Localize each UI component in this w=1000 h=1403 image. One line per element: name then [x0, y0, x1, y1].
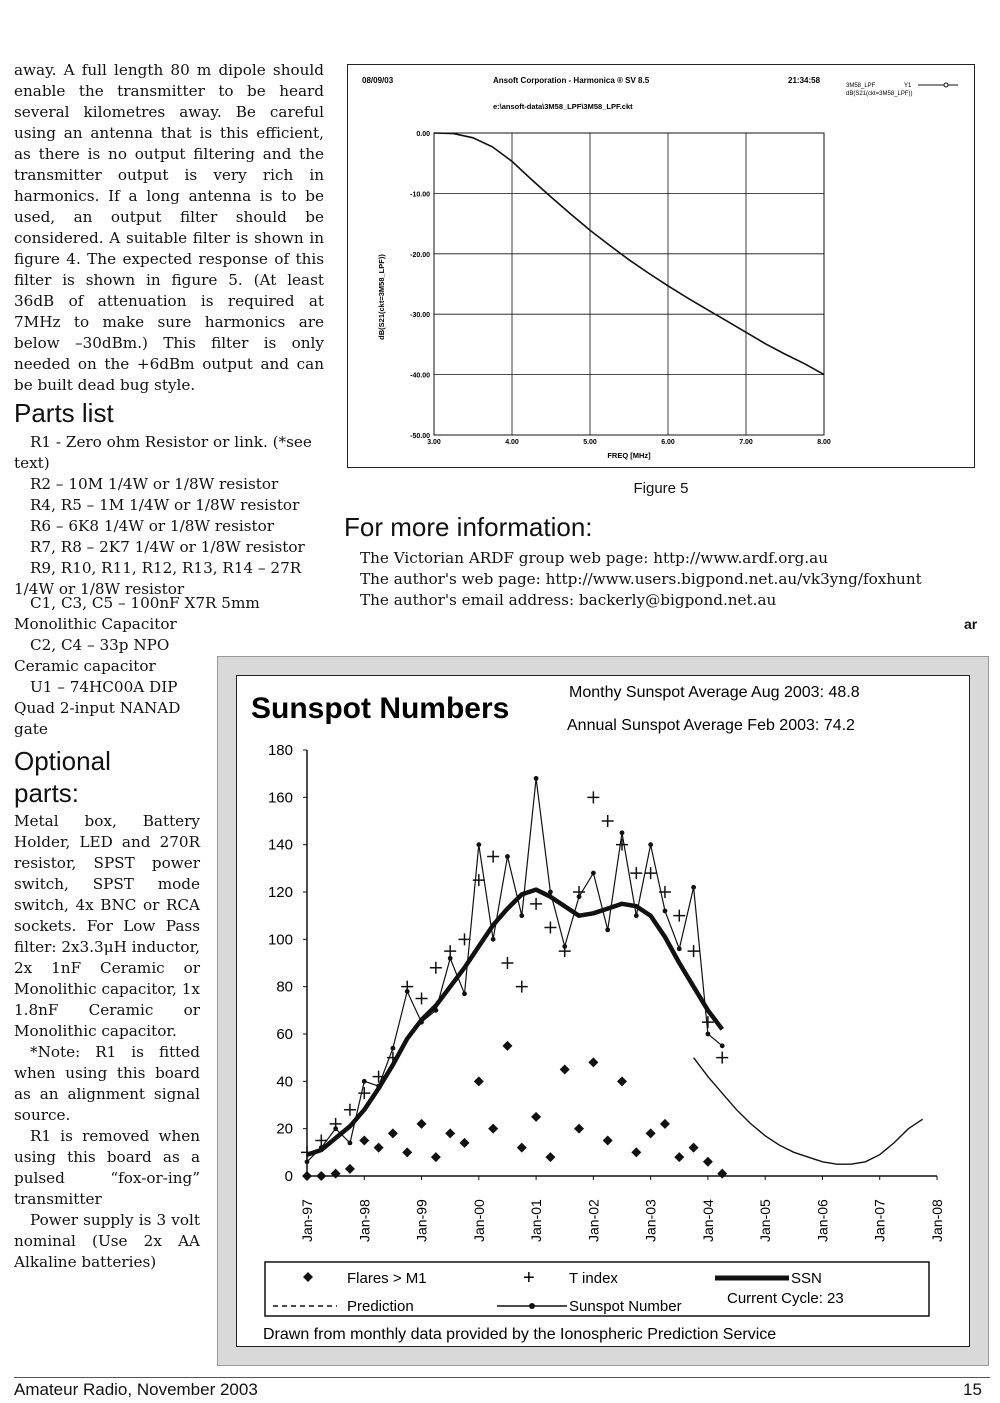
sun-x-tick: Jan-00 [470, 1199, 487, 1242]
fig5-legend-expr: dB(S21(ckt=3M58_LPF)) [846, 91, 913, 97]
sun-tindex-point [673, 910, 685, 922]
sun-flare-point [703, 1157, 713, 1167]
sun-tindex-point [716, 1052, 728, 1064]
fig5-header: Ansoft Corporation - Harmonica ® SV 8.5 [493, 76, 650, 85]
sun-flare-point [460, 1138, 470, 1148]
parts-item: R2 – 10M 1/4W or 1/8W resistor [30, 475, 279, 493]
legend-tindex-marker: + [523, 1267, 535, 1289]
sun-tindex-point [602, 815, 614, 827]
legend-tindex-label: T index [569, 1270, 618, 1287]
sun-flare-point [574, 1124, 584, 1134]
sun-x-tick: Jan-02 [585, 1199, 602, 1242]
sun-tindex-point [659, 886, 671, 898]
parts-item: R9, R10, R11, R12, R13, R14 – 27R 1/4W or 1/8W resistor [14, 559, 302, 598]
sun-x-tick: Jan-07 [871, 1199, 888, 1242]
sunspot-annual-average: Annual Sunspot Average Feb 2003: 74.2 [567, 717, 855, 734]
sun-flare-point [588, 1057, 598, 1067]
sun-flare-point [603, 1136, 613, 1146]
sun-flare-point [402, 1147, 412, 1157]
sunspot-title: Sunspot Numbers [251, 692, 510, 725]
sun-x-tick: Jan-04 [699, 1199, 716, 1242]
fig5-time: 21:34:58 [788, 76, 821, 85]
sunspot-source-note: Drawn from monthly data provided by the Ionospheric Prediction Service [263, 1326, 777, 1343]
sun-sunspot-number-point [706, 1032, 711, 1037]
sun-tindex-point [344, 1104, 356, 1116]
sun-tindex-point [416, 993, 428, 1005]
sun-tindex-point [616, 839, 628, 851]
parts-list-cont [14, 593, 324, 635]
sun-tindex-point [301, 1146, 313, 1158]
sun-flare-point [431, 1152, 441, 1162]
sun-flare-point [545, 1152, 555, 1162]
sun-prediction-line [694, 1058, 923, 1165]
end-mark: ar [964, 616, 978, 632]
sun-y-tick: 20 [276, 1120, 293, 1138]
sun-flare-point [502, 1041, 512, 1051]
left-column [14, 60, 324, 600]
sun-tindex-point [487, 851, 499, 863]
legend-sunspot-label: Sunspot Number [569, 1298, 682, 1315]
note-r1-fitted: *Note: R1 is fitted when using this board as an alignment signal source. [14, 1043, 200, 1124]
sun-sunspot-number-point [605, 927, 610, 932]
fig5-plot-area [410, 131, 831, 446]
sun-flare-point [302, 1171, 312, 1181]
fig5-plot-border [434, 133, 824, 435]
figure-5-chart [348, 65, 974, 467]
link-ardf[interactable]: The Victorian ARDF group web page: http://www.ardf.org.au [360, 549, 829, 567]
sun-tindex-point [688, 945, 700, 957]
sun-x-tick: Jan-01 [528, 1199, 545, 1242]
fig5-ylabel: dB(S21(ckt=3M58_LPF)) [377, 254, 386, 340]
parts-item: C1, C3, C5 – 100nF X7R 5mm Monolithic Capacitor [14, 594, 260, 633]
legend-sunspot-marker [529, 1303, 535, 1309]
sun-tindex-point [501, 957, 513, 969]
sun-sunspot-number-point [648, 842, 653, 847]
parts-item: C2, C4 – 33p NPO Ceramic capacitor [14, 636, 170, 675]
sun-flare-point [445, 1128, 455, 1138]
optional-section [14, 745, 200, 1273]
sun-flare-point [488, 1124, 498, 1134]
fig5-x-tick: 3.00 [427, 439, 441, 446]
sun-flare-point [316, 1171, 326, 1181]
sunspot-frame [217, 656, 989, 1366]
sun-flare-point [717, 1169, 727, 1179]
legend-ssn-label: SSN [791, 1270, 822, 1287]
more-info-heading: For more information: [344, 512, 593, 542]
sun-flare-point [560, 1065, 570, 1075]
sun-x-tick: Jan-03 [642, 1199, 659, 1242]
sun-tindex-point [630, 867, 642, 879]
sun-y-tick: 40 [276, 1073, 293, 1091]
parts-item: R4, R5 – 1M 1/4W or 1/8W resistor [30, 496, 300, 514]
legend-flares-label: Flares > M1 [347, 1270, 427, 1287]
legend-current-cycle: Current Cycle: 23 [727, 1290, 844, 1307]
parts-list-narrow [14, 635, 200, 740]
sun-y-tick: 180 [267, 742, 293, 759]
fig5-legend-axis: Y1 [904, 83, 912, 89]
fig5-x-tick: 7.00 [739, 439, 753, 446]
parts-item: U1 – 74HC00A DIP Quad 2-input NANAD gate [14, 678, 181, 738]
sun-sunspot-number-point [620, 830, 625, 835]
sun-ssn-line [307, 890, 722, 1155]
sun-tindex-point [430, 962, 442, 974]
sun-tindex-point [544, 922, 556, 934]
fig5-x-tick: 5.00 [583, 439, 597, 446]
parts-item: R7, R8 – 2K7 1/4W or 1/8W resistor [30, 538, 305, 556]
sun-flare-point [631, 1147, 641, 1157]
optional-text: Metal box, Battery Holder, LED and 270R resistor, SPST power switch, SPST mode switch, 4x BNC or RCA sockets. For Low Pass filter: 2x3.3μH inductor, 2x 1nF Ceramic or Monolithic capacitor, 1x 1.8nF Ceramic or Monolithic capacitor. [14, 812, 200, 1040]
sun-flare-point [689, 1143, 699, 1153]
sun-x-tick: Jan-99 [413, 1199, 430, 1242]
note-power-supply: Power supply is 3 volt nominal (Use 2x AA Alkaline batteries) [14, 1211, 200, 1271]
sun-sunspot-number-point [505, 854, 510, 859]
sun-tindex-point [330, 1118, 342, 1130]
sun-flare-point [660, 1119, 670, 1129]
sun-flare-point [374, 1143, 384, 1153]
sun-x-tick: Jan-08 [929, 1199, 945, 1242]
sun-sunspot-number-point [634, 913, 639, 918]
fig5-y-tick: -10.00 [410, 191, 430, 199]
sun-tindex-point [516, 981, 528, 993]
more-info-links [360, 548, 922, 611]
fig5-y-tick: 0.00 [416, 131, 430, 138]
sun-flare-point [674, 1152, 684, 1162]
sun-flare-point [359, 1136, 369, 1146]
sun-y-tick: 60 [276, 1026, 293, 1043]
intro-paragraph: away. A full length 80 m dipole should enable the transmitter to be heard several kilometres away. Be careful using an antenna that is this efficient, as there is no output filtering and the transmitter output is very rich in harmonics. If a long antenna is to be used, an output filter should be considered. A suitable filter is shown in figure 4. The expected response of this filter is shown in figure 5. (At least 36dB of attenuation is required at 7MHz to make sure harmonics are below –30dBm.) This filter is only needed on the +6dBm output and can be built dead bug style. [14, 61, 324, 394]
fig5-legend-marker [944, 83, 948, 87]
fig5-path: e:\ansoft-data\3M58_LPF\3M58_LPF.ckt [493, 102, 633, 111]
fig5-x-tick: 8.00 [817, 439, 831, 446]
sunspot-monthly-average: Monthy Sunspot Average Aug 2003: 48.8 [569, 684, 860, 701]
fig5-xlabel: FREQ [MHz] [607, 451, 651, 460]
sun-flare-point [646, 1128, 656, 1138]
sun-tindex-point [573, 886, 585, 898]
fig5-y-tick: -40.00 [410, 372, 430, 380]
sun-tindex-point [444, 945, 456, 957]
sunspot-panel [236, 675, 970, 1347]
sun-tindex-point [559, 945, 571, 957]
sun-flare-point [531, 1112, 541, 1122]
sun-flare-point [517, 1143, 527, 1153]
parts-list [14, 432, 324, 600]
note-r1-removed: R1 is removed when using this board as a pulsed “fox-or-ing” transmitter [14, 1127, 200, 1208]
sun-y-tick: 80 [276, 978, 293, 996]
link-author-page[interactable]: The author's web page: http://www.users.bigpond.net.au/vk3yng/foxhunt [360, 570, 922, 588]
figure-5-frame [347, 64, 975, 468]
sun-flare-point [345, 1164, 355, 1174]
sun-flare-point [417, 1119, 427, 1129]
sun-sunspot-number-point [362, 1079, 367, 1084]
sun-sunspot-number-point [348, 1140, 353, 1145]
fig5-y-tick: -30.00 [410, 312, 430, 320]
sun-sunspot-number-point [476, 842, 481, 847]
sun-y-tick: 160 [267, 789, 293, 807]
sun-x-tick: Jan-97 [299, 1199, 315, 1242]
fig5-x-tick: 6.00 [661, 439, 675, 446]
sun-x-tick: Jan-05 [757, 1199, 774, 1242]
sun-y-tick: 100 [267, 931, 293, 949]
sun-tindex-point [459, 933, 471, 945]
legend-prediction-label: Prediction [347, 1298, 414, 1315]
sun-tindex-point [530, 898, 542, 910]
sun-sunspot-number-point [305, 1159, 310, 1164]
sun-sunspot-number-point [519, 913, 524, 918]
sun-sunspot-number-point [462, 991, 467, 996]
sun-sunspot-number-point [691, 885, 696, 890]
sunspot-plot-area [268, 742, 945, 1242]
parts-item: R1 - Zero ohm Resistor or link. (*see text) [14, 433, 312, 472]
sun-tindex-point [401, 981, 413, 993]
footer-page-number: 15 [963, 1380, 982, 1399]
sun-y-tick: 0 [284, 1168, 293, 1185]
parts-item: R6 – 6K8 1/4W or 1/8W resistor [30, 517, 275, 535]
sun-sunspot-number-point [391, 1046, 396, 1051]
sun-sunspot-number-point [677, 946, 682, 951]
sun-sunspot-number-point [591, 871, 596, 876]
sun-tindex-point [587, 791, 599, 803]
sun-sunspot-number-point [491, 937, 496, 942]
sun-y-tick: 120 [267, 884, 293, 901]
fig5-y-tick: -20.00 [410, 251, 430, 259]
optional-heading: Optional parts: [14, 746, 111, 808]
sun-flare-point [388, 1128, 398, 1138]
sun-sunspot-number-point [534, 776, 539, 781]
figure-5-caption: Figure 5 [633, 480, 689, 497]
sun-flare-point [617, 1076, 627, 1086]
fig5-x-tick: 4.00 [505, 439, 519, 446]
sun-sunspot-number-point [720, 1043, 725, 1048]
sun-sunspot-number-point [663, 909, 668, 914]
parts-list-heading: Parts list [14, 398, 114, 428]
sunspot-chart [237, 676, 968, 1345]
sun-flare-point [474, 1076, 484, 1086]
sun-tindex-point [645, 867, 657, 879]
footer-publication: Amateur Radio, November 2003 [14, 1380, 258, 1399]
sun-flare-point [331, 1169, 341, 1179]
link-author-email[interactable]: The author's email address: backerly@bigpond.net.au [360, 591, 777, 609]
fig5-legend-name: 3M58_LPF [846, 83, 876, 89]
sun-y-tick: 140 [267, 836, 293, 854]
sun-x-tick: Jan-06 [814, 1199, 831, 1242]
footer-rule [14, 1377, 990, 1378]
sun-x-tick: Jan-98 [356, 1199, 373, 1242]
fig5-date: 08/09/03 [362, 76, 394, 85]
fig5-y-tick: -50.00 [410, 433, 430, 440]
